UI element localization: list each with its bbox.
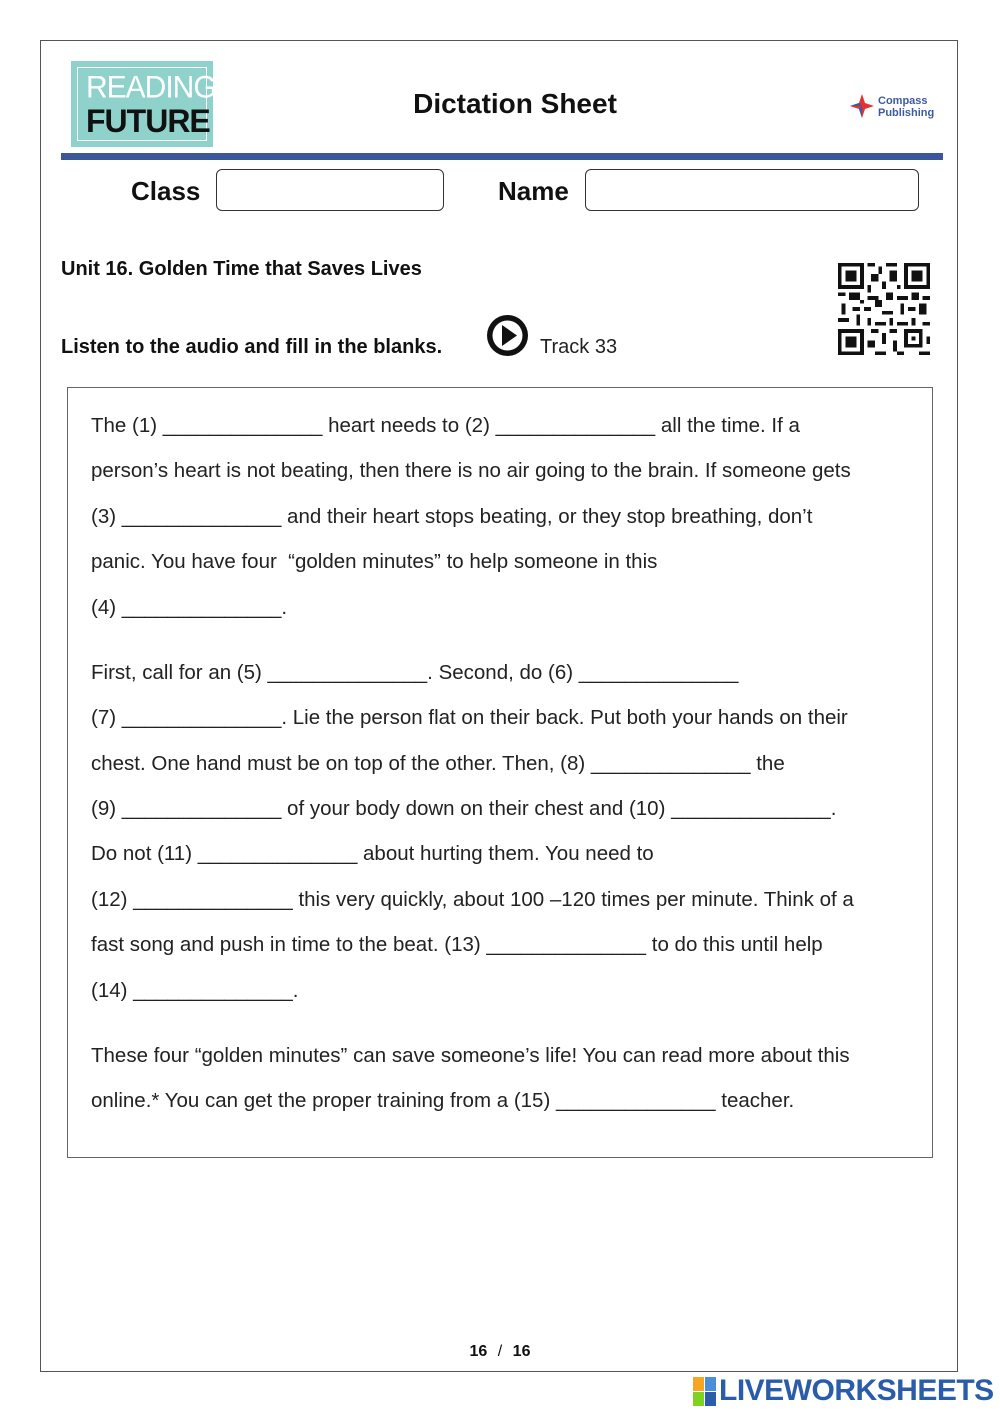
name-field[interactable] — [585, 169, 919, 211]
page-separator: / — [497, 1343, 503, 1360]
page-total: 16 — [512, 1343, 531, 1360]
page-indicator — [0, 1343, 1000, 1361]
passage-line: (4) ______________. — [91, 596, 288, 619]
passage-line: (3) ______________ and their heart stops beating, or they stop breathing, don’t — [91, 505, 813, 528]
passage-line: The (1) ______________ heart needs to (2) ______________ all the time. If a — [91, 414, 800, 437]
instruction-text: Listen to the audio and fill in the blanks. — [61, 336, 443, 358]
publisher-name-line2: Publishing — [878, 107, 935, 119]
passage-line: person’s heart is not beating, then there is no air going to the brain. If someone gets — [91, 459, 851, 482]
page-title: Dictation Sheet — [413, 88, 617, 119]
passage-line: panic. You have four “golden minutes” to help someone in this — [91, 550, 658, 573]
header-divider — [61, 153, 943, 160]
passage-line: fast song and push in time to the beat. (13) ______________ to do this until help — [91, 933, 823, 956]
name-label: Name — [498, 176, 569, 206]
compass-publishing-logo — [848, 92, 938, 120]
passage-line: (9) ______________ of your body down on their chest and (10) ______________. — [91, 797, 837, 820]
passage-line: chest. One hand must be on top of the other. Then, (8) ______________ the — [91, 752, 785, 775]
class-label: Class — [131, 176, 201, 206]
passage-line: (12) ______________ this very quickly, about 100 –120 times per minute. Think of a — [91, 888, 854, 911]
passage-line: First, call for an (5) ______________. Second, do (6) ______________ — [91, 661, 739, 684]
unit-title: Unit 16. Golden Time that Saves Lives — [61, 258, 422, 280]
play-audio-icon[interactable] — [487, 315, 528, 356]
logo-text-top: READING — [86, 70, 216, 105]
publisher-name-line1: Compass — [878, 95, 928, 107]
liveworksheets-logo-icon — [693, 1377, 717, 1407]
passage-line: (7) ______________. Lie the person flat on their back. Put both your hands on their — [91, 706, 848, 729]
qr-code-icon — [837, 263, 931, 355]
liveworksheets-wordmark: LIVEWORKSHEETS — [719, 1374, 994, 1407]
class-field[interactable] — [216, 169, 444, 211]
logo-text-bottom: FUTURE — [86, 103, 210, 139]
page-current: 16 — [469, 1343, 488, 1360]
passage-line: (14) ______________. — [91, 979, 299, 1002]
compass-star-icon — [848, 92, 876, 120]
track-label: Track 33 — [540, 336, 618, 358]
passage-line: Do not (11) ______________ about hurting them. You need to — [91, 842, 654, 865]
passage-line: These four “golden minutes” can save someone’s life! You can read more about this — [91, 1044, 850, 1067]
passage-line: online.* You can get the proper training from a (15) ______________ teacher. — [91, 1089, 795, 1112]
